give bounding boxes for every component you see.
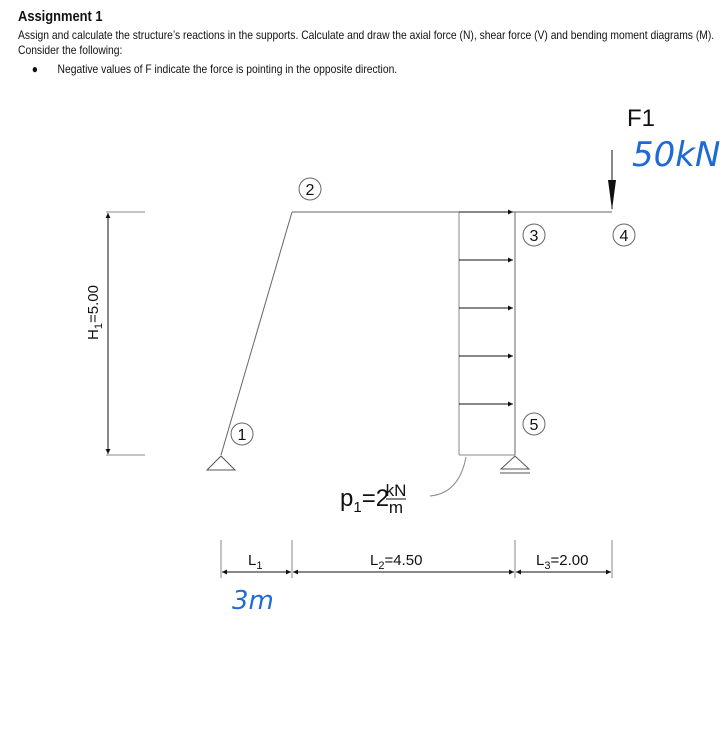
height-subscript: 1 <box>93 323 105 330</box>
height-value: =5.00 <box>85 285 102 324</box>
assignment-title: Assignment 1 <box>18 8 103 25</box>
node-label: 3 <box>529 228 539 245</box>
node-markers <box>231 178 635 445</box>
load-unit-denominator: m <box>388 498 404 517</box>
frame-members <box>221 212 612 455</box>
load-unit-numerator: kN <box>385 481 407 500</box>
node-label: 2 <box>305 182 315 199</box>
distributed-load <box>430 212 515 496</box>
handwritten-load-value: 50kN <box>632 135 721 175</box>
dim-label-l2: $L_2=4.50$ <box>370 552 423 572</box>
dim-label-l3: $L_3=2.00$ <box>536 552 589 572</box>
handwritten-l1-value: 3m <box>232 586 274 616</box>
height-symbol: H <box>85 329 102 340</box>
load-symbol: p <box>340 485 354 512</box>
member-1-2 <box>221 212 292 455</box>
assignment-instructions: Assign and calculate the structure’s reactions in the supports. Calculate and draw the axial force (N), shear force (V) and bending moment diagrams (M). Consider the following: <box>18 28 715 57</box>
node-5 <box>523 413 545 435</box>
length-dimensions <box>221 540 612 616</box>
point-load-f1 <box>608 150 616 210</box>
pin-support-1 <box>207 456 235 470</box>
load-value: =2 <box>361 485 390 512</box>
distributed-load-label <box>340 481 406 517</box>
height-dimension <box>85 212 145 455</box>
node-4 <box>613 224 635 246</box>
node-label: 4 <box>619 228 629 245</box>
svg-text:H1=5.00 <box>85 285 105 340</box>
dim-label-l1: $L_1$ <box>248 552 263 572</box>
consideration-text: Negative values of F indicate the force is pointing in the opposite direction. <box>57 62 398 76</box>
node-2 <box>299 178 321 200</box>
node-label: 5 <box>529 417 539 434</box>
node-label: 1 <box>237 427 247 444</box>
roller-support-5 <box>500 456 530 473</box>
node-3 <box>523 224 545 246</box>
load-arrows <box>459 212 513 404</box>
load-leader-line <box>430 457 466 496</box>
svg-text:p1=2 <box>340 485 389 516</box>
load-label-f1: F1 <box>627 105 656 132</box>
node-1 <box>231 423 253 445</box>
bullet-icon: ● <box>31 62 38 76</box>
load-subscript: 1 <box>353 499 362 516</box>
